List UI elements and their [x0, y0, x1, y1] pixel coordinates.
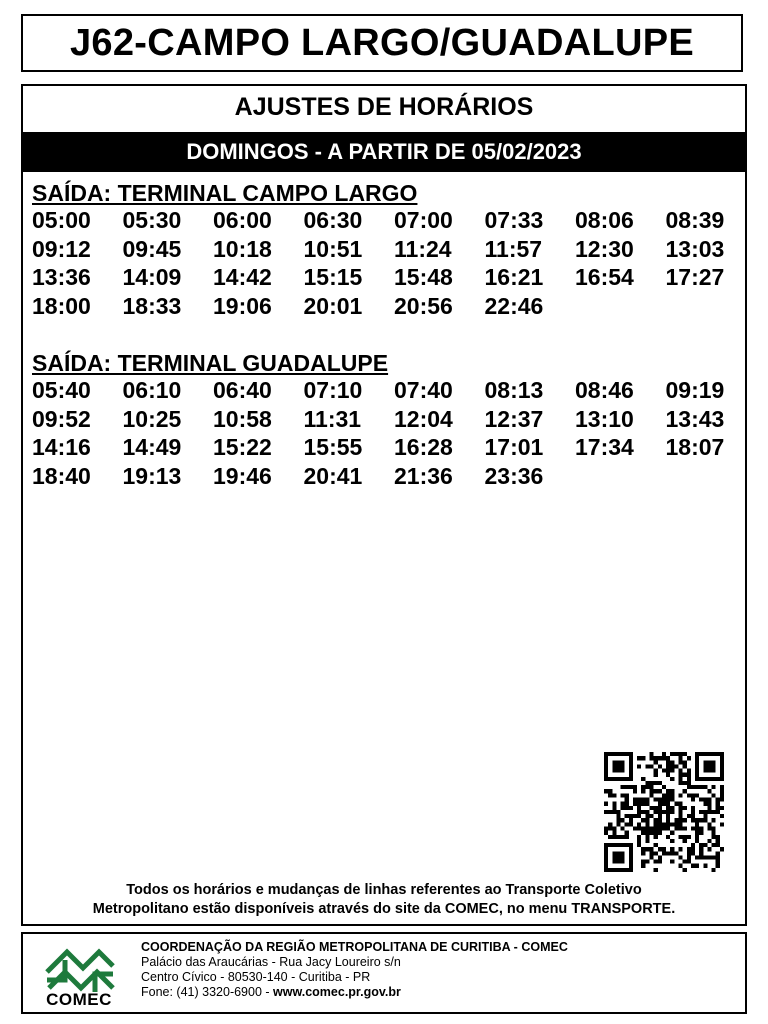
departure-time: 20:41	[303, 462, 363, 489]
departure-time: 10:18	[213, 235, 272, 262]
departure-time: 14:49	[122, 434, 182, 460]
departure-time: 12:04	[394, 405, 453, 432]
departure-time: 07:00	[394, 207, 453, 233]
times-grid	[32, 376, 742, 490]
departure-time: 06:00	[213, 207, 272, 233]
departure-time: 13:03	[665, 235, 725, 262]
departure-time: 13:10	[575, 405, 634, 432]
departure-time: 16:54	[575, 264, 634, 290]
departure-time: 22:46	[484, 292, 544, 319]
departure-block-campo-largo	[32, 180, 742, 320]
address-line: Centro Cívico - 80530-140 - Curitiba - PR	[141, 970, 371, 984]
title-box	[21, 14, 743, 72]
departure-time: 11:24	[394, 235, 452, 262]
schedule-panel	[21, 84, 747, 926]
page-title: J62-CAMPO LARGO/GUADALUPE	[70, 22, 694, 64]
departure-time: 15:15	[303, 264, 363, 290]
logo-text: COMEC	[46, 990, 112, 1009]
departure-title: SAÍDA: TERMINAL GUADALUPE	[32, 350, 389, 376]
departure-time: 12:37	[484, 405, 544, 432]
departure-time: 12:30	[575, 235, 634, 262]
departure-time: 16:28	[394, 434, 453, 460]
departure-time: 17:01	[484, 434, 544, 460]
departure-time: 21:36	[394, 462, 453, 489]
departure-title: SAÍDA: TERMINAL CAMPO LARGO	[32, 180, 418, 206]
departure-time: 08:39	[665, 207, 725, 233]
departure-time: 18:00	[32, 292, 91, 319]
notice-line: Metropolitano estão disponíveis através do site da COMEC, no menu TRANSPORTE.	[92, 901, 676, 917]
departure-time: 07:40	[394, 377, 453, 403]
departure-time: 18:40	[32, 462, 91, 489]
departure-time: 19:13	[122, 462, 182, 489]
times-grid	[32, 206, 742, 320]
departure-block-guadalupe	[32, 350, 742, 490]
subheading-bar: DOMINGOS - A PARTIR DE 05/02/2023	[23, 132, 745, 172]
notice	[23, 881, 745, 919]
departure-time: 07:33	[484, 207, 544, 233]
departure-time: 14:16	[32, 434, 91, 460]
departure-time: 09:52	[32, 405, 91, 432]
address-line: Palácio das Araucárias - Rua Jacy Loureiro s/n	[141, 955, 401, 969]
departure-time: 23:36	[484, 462, 544, 489]
departure-time: 07:10	[303, 377, 363, 403]
departure-time: 14:42	[213, 264, 272, 290]
departure-time: 18:07	[665, 434, 725, 460]
departure-time: 09:19	[665, 377, 725, 403]
departure-time: 05:40	[32, 377, 91, 403]
departure-time: 15:55	[303, 434, 363, 460]
departure-time: 18:33	[122, 292, 182, 319]
departure-time: 10:51	[303, 235, 363, 262]
departure-time: 06:40	[213, 377, 272, 403]
departure-time: 06:30	[303, 207, 363, 233]
departure-time: 08:46	[575, 377, 634, 403]
org-info	[141, 940, 568, 1000]
departure-time: 20:56	[394, 292, 453, 319]
notice-line: Todos os horários e mudanças de linhas referentes ao Transporte Coletivo	[126, 882, 642, 898]
departure-time: 19:46	[213, 462, 272, 489]
departure-time: 08:06	[575, 207, 634, 233]
departure-time: 05:00	[32, 207, 91, 233]
departure-time: 20:01	[303, 292, 363, 319]
departure-time: 13:36	[32, 264, 91, 290]
departure-time: 19:06	[213, 292, 272, 319]
departure-time: 15:22	[213, 434, 272, 460]
departure-time: 09:45	[122, 235, 182, 262]
org-name: COORDENAÇÃO DA REGIÃO METROPOLITANA DE CURITIBA - COMEC	[141, 940, 568, 954]
departure-time: 08:13	[484, 377, 544, 403]
departure-time: 05:30	[122, 207, 182, 233]
departure-time: 11:57	[484, 235, 543, 262]
footer	[21, 932, 747, 1014]
departure-time: 15:48	[394, 264, 453, 290]
departure-time: 11:31	[303, 405, 362, 432]
departure-time: 16:21	[484, 264, 544, 290]
contact-line	[141, 985, 568, 1000]
section-heading: AJUSTES DE HORÁRIOS	[234, 93, 534, 121]
phone: Fone: (41) 3320-6900 -	[141, 985, 274, 999]
departure-time: 17:27	[665, 264, 725, 290]
departure-time: 13:43	[665, 405, 725, 432]
departure-time: 10:58	[213, 405, 272, 432]
departure-time: 09:12	[32, 235, 91, 262]
qr-code-icon[interactable]	[599, 752, 729, 872]
website-link[interactable]: www.comec.pr.gov.br	[273, 985, 401, 999]
departure-time: 14:09	[122, 264, 182, 290]
departure-time: 17:34	[575, 434, 634, 460]
departure-time: 06:10	[122, 377, 182, 403]
departure-time: 10:25	[122, 405, 182, 432]
